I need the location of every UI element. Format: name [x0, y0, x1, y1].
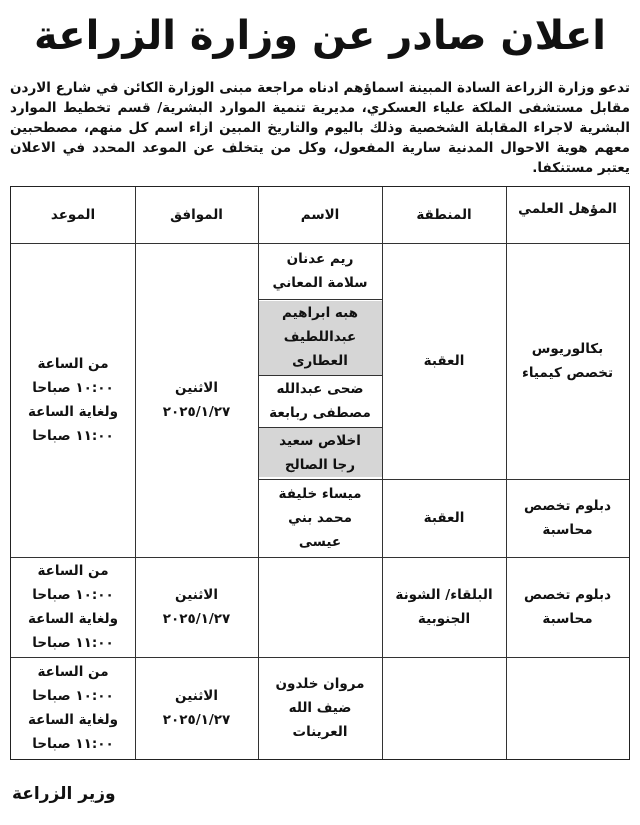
name-cell — [258, 375, 382, 427]
header-time: الموعد — [50, 207, 96, 223]
time-line: ١٠:٠٠ صباحا — [32, 587, 114, 603]
date-line: ٢٠٢٥/١/٢٧ — [162, 712, 231, 728]
qualification-line: محاسبة — [542, 522, 593, 538]
name-line: رجا الصالح — [284, 457, 356, 473]
time-line: من الساعة — [37, 664, 109, 680]
header-date: الموافق — [170, 207, 223, 223]
header-name: الاسم — [300, 207, 340, 223]
region-line: البلقاء/ الشونة — [395, 587, 493, 603]
date-line: ٢٠٢٥/١/٢٧ — [162, 404, 231, 420]
name-line: مصطفى ربابعة — [269, 405, 371, 421]
time-line: ولغاية الساعة — [27, 611, 119, 627]
name-cell — [258, 479, 382, 557]
time-line: ولغاية الساعة — [27, 712, 119, 728]
qualification-line: تخصص كيمياء — [521, 365, 614, 381]
time-cell — [11, 243, 135, 557]
date-cell — [135, 243, 258, 557]
time-cell — [11, 557, 135, 657]
name-cell — [258, 299, 382, 375]
time-line: من الساعة — [37, 563, 109, 579]
time-line: ولغاية الساعة — [27, 404, 119, 420]
time-line: ١١:٠٠ صباحا — [32, 428, 114, 444]
header-qualification: المؤهل العلمي — [518, 201, 617, 217]
time-line: ١٠:٠٠ صباحا — [32, 380, 114, 396]
region-cell: العقبة — [423, 510, 465, 526]
name-line: العرينات — [292, 724, 348, 740]
qualification-line: بكالوريوس — [531, 341, 604, 357]
date-line: ٢٠٢٥/١/٢٧ — [162, 611, 231, 627]
intro-paragraph: تدعو وزارة الزراعة السادة المبينة اسماؤهم ادناه مراجعة مبنى الوزارة الكائن في شارع الاردن مقابل مستشفى الملكة علياء العسكري، مديرية تنمية الموارد البشرية/ قسم تخطيط الموارد البشرية لاجراء المقابلة الشخصية وذلك باليوم والتاريخ المبين ازاء اسم كل منهم، مصطحبين معهم هوية الاحوال المدنية سارية المفعول، وكل من يتخلف عن الموعد المحدد في الاعلان يعتبر مستنكفا. — [10, 80, 630, 176]
time-cell — [11, 657, 135, 759]
date-line: الاثنين — [175, 380, 218, 396]
signature-minister: وزير الزراعة — [12, 784, 116, 804]
qualification-cell — [506, 479, 629, 557]
time-line: ١١:٠٠ صباحا — [32, 736, 114, 752]
name-line: عبداللطيف — [283, 329, 357, 345]
name-line: ريم عدنان — [286, 251, 354, 267]
name-line: ضيف الله — [288, 700, 352, 716]
qualification-cell — [506, 557, 629, 657]
name-line: اخلاص سعيد — [279, 433, 361, 449]
name-line: عيسى — [298, 534, 342, 550]
qualification-line: دبلوم تخصص — [523, 587, 612, 603]
date-line: الاثنين — [175, 587, 218, 603]
name-line: هبه ابراهيم — [282, 305, 358, 321]
time-line: ١٠:٠٠ صباحا — [32, 688, 114, 704]
time-line: من الساعة — [37, 356, 109, 372]
name-line: العطارى — [292, 353, 348, 369]
name-cell — [258, 657, 382, 759]
name-line: ضحى عبدالله — [276, 381, 364, 397]
date-line: الاثنين — [175, 688, 218, 704]
name-line: سلامة المعاني — [272, 275, 368, 291]
name-cell — [258, 427, 382, 479]
qualification-line: محاسبة — [542, 611, 593, 627]
time-line: ١١:٠٠ صباحا — [32, 635, 114, 651]
name-cell — [258, 243, 382, 299]
date-cell — [135, 657, 258, 759]
region-cell — [382, 557, 506, 657]
qualification-line: دبلوم تخصص — [523, 498, 612, 514]
name-line: ميساء خليفة — [278, 486, 362, 502]
name-line: محمد بني — [288, 510, 352, 526]
header-region: المنطقة — [416, 207, 472, 223]
date-cell — [135, 557, 258, 657]
page-title: اعلان صادر عن وزارة الزراعة — [34, 13, 606, 59]
region-line: الجنوبية — [417, 611, 471, 627]
candidates-table — [10, 186, 630, 760]
qualification-cell — [506, 243, 629, 479]
region-cell: العقبة — [423, 353, 465, 369]
name-line: مروان خلدون — [275, 676, 365, 692]
